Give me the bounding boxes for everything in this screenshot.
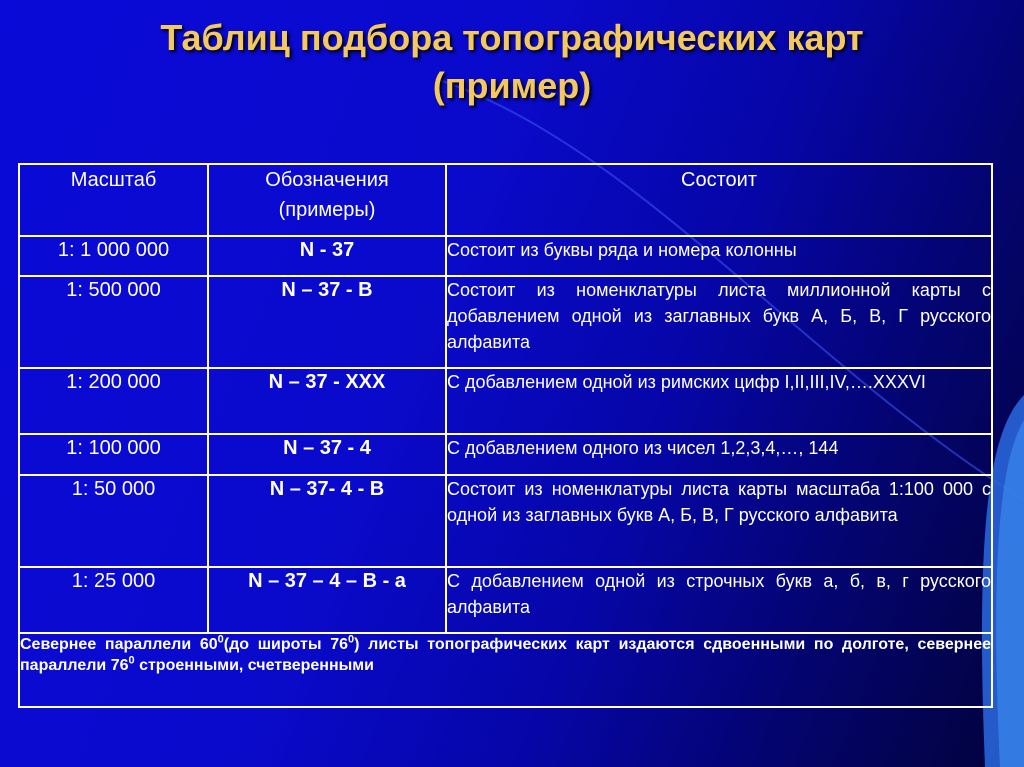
slide-title-line-2: (пример) xyxy=(432,65,592,106)
header-codes-line-2: (примеры) xyxy=(278,199,376,221)
note-text-1: Севернее параллели 60 xyxy=(20,636,218,653)
header-consists: Состоит xyxy=(446,164,992,236)
slide-title xyxy=(0,14,1024,110)
note-superscript-2: 0 xyxy=(348,633,355,646)
row-description: Состоит из номенклатуры листа миллионной карты с добавлением одной из заглавных букв А, Б, В, Г русского алфавита xyxy=(446,276,992,368)
row-description: С добавлением одной из римских цифр I,II,III,IV,….XXXVI xyxy=(446,368,992,434)
row-description: Состоит из буквы ряда и номера колонны xyxy=(446,236,992,276)
row-code: N – 37 - 4 xyxy=(208,434,446,475)
table-row xyxy=(19,236,992,276)
row-scale: 1: 50 000 xyxy=(19,475,208,567)
table-row xyxy=(19,368,992,434)
row-scale: 1: 25 000 xyxy=(19,567,208,633)
note-text-2: (до широты 76 xyxy=(223,636,349,653)
row-code: N – 37 – 4 – В - а xyxy=(208,567,446,633)
row-scale: 1: 500 000 xyxy=(19,276,208,368)
row-description: С добавлением одного из чисел 1,2,3,4,…, 144 xyxy=(446,434,992,475)
table-note-row xyxy=(19,633,992,707)
row-scale: 1: 200 000 xyxy=(19,368,208,434)
table-row xyxy=(19,434,992,475)
slide-title-line-1: Таблиц подбора топографических карт xyxy=(160,17,864,58)
row-scale: 1: 100 000 xyxy=(19,434,208,475)
header-codes xyxy=(208,164,446,236)
row-code: N – 37 - XXX xyxy=(208,368,446,434)
row-code: N – 37 - В xyxy=(208,276,446,368)
row-description: С добавлением одной из строчных букв а, б, в, г русского алфавита xyxy=(446,567,992,633)
table-row xyxy=(19,567,992,633)
note-text-3: ) листы топографических карт издаются сдвоенными по долготе, севернее параллели 76 xyxy=(20,636,992,674)
table-row xyxy=(19,475,992,567)
row-scale: 1: 1 000 000 xyxy=(19,236,208,276)
header-codes-line-1: Обозначения xyxy=(265,169,389,191)
table-note xyxy=(19,633,992,707)
header-scale: Масштаб xyxy=(19,164,208,236)
table-row xyxy=(19,276,992,368)
note-superscript-3: 0 xyxy=(128,654,135,667)
note-superscript-1: 0 xyxy=(217,633,224,646)
row-code: N - 37 xyxy=(208,236,446,276)
table-header-row xyxy=(19,164,992,236)
row-code: N – 37- 4 - В xyxy=(208,475,446,567)
row-description: Состоит из номенклатуры листа карты масштаба 1:100 000 с одной из заглавных букв А, Б, В, Г русского алфавита xyxy=(446,475,992,567)
note-text-4: строенными, счетверенными xyxy=(134,657,374,674)
map-selection-table xyxy=(18,163,993,708)
